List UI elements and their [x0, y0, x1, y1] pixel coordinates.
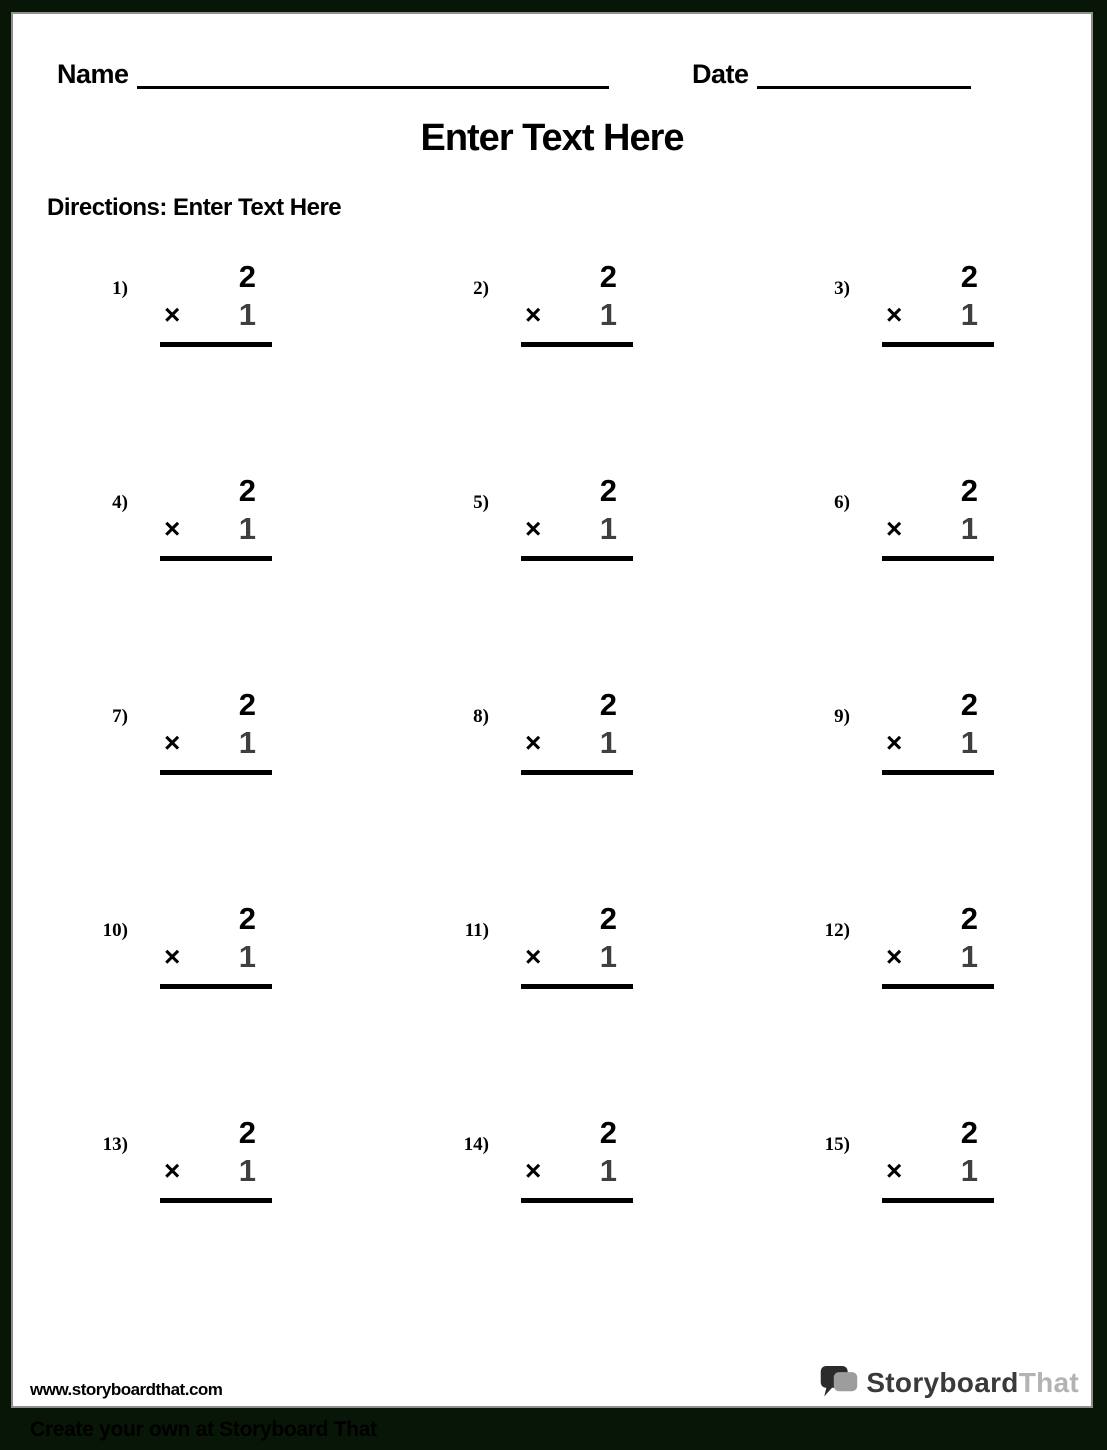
problem-block [160, 686, 272, 775]
multiplier-row [521, 1152, 633, 1190]
multiplier-value: 1 [238, 297, 256, 332]
multiply-icon: × [525, 513, 542, 544]
multiplicand-value: 2 [599, 901, 617, 936]
multiplication-problem [13, 468, 374, 682]
problem-block [160, 472, 272, 561]
multiplier-value: 1 [599, 511, 617, 546]
multiplier-row [160, 938, 272, 976]
brand-wordmark-secondary: That [1018, 1366, 1079, 1398]
problem-block [882, 686, 994, 775]
problem-block [882, 1114, 994, 1203]
multiplication-problem [13, 896, 374, 1110]
multiplicand-value: 2 [238, 259, 256, 294]
multiplication-problem [374, 682, 735, 896]
problem-number: 10) [102, 920, 128, 941]
multiplication-problem [374, 1110, 735, 1324]
multiplier-row [521, 510, 633, 548]
problem-block [882, 258, 994, 347]
multiplicand-value: 2 [960, 901, 978, 936]
name-write-line [137, 65, 609, 89]
problem-grid [13, 254, 1093, 1324]
multiply-icon: × [886, 1155, 903, 1186]
multiplier-row [882, 938, 994, 976]
multiplication-problem [735, 254, 1093, 468]
multiplicand-value: 2 [599, 259, 617, 294]
multiply-icon: × [164, 513, 181, 544]
multiply-icon: × [886, 941, 903, 972]
multiplier-row [160, 1152, 272, 1190]
multiplier-value: 1 [960, 939, 978, 974]
problem-number: 8) [473, 706, 489, 727]
multiplicand-value: 2 [599, 1115, 617, 1150]
problem-block [521, 686, 633, 775]
problem-block [521, 1114, 633, 1203]
multiplication-problem [374, 468, 735, 682]
multiplier-value: 1 [960, 297, 978, 332]
multiply-icon: × [525, 299, 542, 330]
multiplication-problem [735, 896, 1093, 1110]
multiplicand-value: 2 [960, 259, 978, 294]
website-url: www.storyboardthat.com [30, 1380, 223, 1399]
multiplicand-value: 2 [960, 687, 978, 722]
problem-number: 3) [834, 278, 850, 299]
multiplier-value: 1 [599, 1153, 617, 1188]
brand-wordmark-primary: Storyboard [866, 1366, 1019, 1398]
multiplicand-value: 2 [238, 1115, 256, 1150]
directions-text: Directions: Enter Text Here [47, 194, 342, 221]
problem-number: 7) [112, 706, 128, 727]
multiplicand-value: 2 [238, 473, 256, 508]
problem-block [521, 900, 633, 989]
problem-number: 5) [473, 492, 489, 513]
problem-number: 1) [112, 278, 128, 299]
multiplication-problem [374, 896, 735, 1110]
multiplication-problem [13, 682, 374, 896]
multiplier-value: 1 [960, 725, 978, 760]
multiply-icon: × [164, 727, 181, 758]
multiplicand-value: 2 [238, 901, 256, 936]
worksheet-page [11, 12, 1093, 1408]
problem-block [160, 900, 272, 989]
multiplier-row [882, 296, 994, 334]
problem-number: 9) [834, 706, 850, 727]
date-field [692, 58, 971, 90]
problem-number: 14) [463, 1134, 489, 1155]
multiplicand-value: 2 [599, 473, 617, 508]
multiply-icon: × [164, 299, 181, 330]
multiplier-value: 1 [599, 725, 617, 760]
multiply-icon: × [525, 941, 542, 972]
multiply-icon: × [164, 941, 181, 972]
problem-block [521, 258, 633, 347]
problem-block [160, 1114, 272, 1203]
brand-wordmark [866, 1367, 1079, 1399]
multiply-icon: × [525, 1155, 542, 1186]
multiplier-row [521, 296, 633, 334]
multiplier-row [160, 510, 272, 548]
multiplier-row [882, 510, 994, 548]
problem-number: 2) [473, 278, 489, 299]
multiplier-row [160, 724, 272, 762]
multiplier-row [160, 296, 272, 334]
multiplication-problem [735, 1110, 1093, 1324]
speech-bubbles-icon [819, 1364, 859, 1401]
name-field [57, 58, 609, 90]
multiply-icon: × [886, 727, 903, 758]
multiplier-row [882, 1152, 994, 1190]
problem-number: 15) [824, 1134, 850, 1155]
multiplier-value: 1 [960, 511, 978, 546]
multiplication-problem [374, 254, 735, 468]
problem-block [521, 472, 633, 561]
multiply-icon: × [886, 299, 903, 330]
problem-number: 11) [464, 920, 489, 941]
multiplicand-value: 2 [238, 687, 256, 722]
multiplicand-value: 2 [599, 687, 617, 722]
problem-block [160, 258, 272, 347]
problem-number: 4) [112, 492, 128, 513]
date-label: Date [692, 59, 749, 89]
multiply-icon: × [525, 727, 542, 758]
multiplier-value: 1 [599, 939, 617, 974]
multiplicand-value: 2 [960, 473, 978, 508]
worksheet-title: Enter Text Here [420, 117, 684, 159]
problem-number: 13) [102, 1134, 128, 1155]
multiplier-row [521, 938, 633, 976]
storyboardthat-logo [819, 1364, 1079, 1401]
multiplier-row [521, 724, 633, 762]
problem-number: 6) [834, 492, 850, 513]
date-write-line [757, 65, 971, 89]
multiplication-problem [13, 1110, 374, 1324]
problem-block [882, 472, 994, 561]
problem-number: 12) [824, 920, 850, 941]
multiplier-value: 1 [960, 1153, 978, 1188]
problem-block [882, 900, 994, 989]
multiplication-problem [13, 254, 374, 468]
multiplier-value: 1 [599, 297, 617, 332]
bottom-tagline: Create your own at Storyboard That [30, 1418, 377, 1441]
multiplication-problem [735, 682, 1093, 896]
multiplier-row [882, 724, 994, 762]
multiply-icon: × [886, 513, 903, 544]
multiply-icon: × [164, 1155, 181, 1186]
multiplier-value: 1 [238, 1153, 256, 1188]
multiplicand-value: 2 [960, 1115, 978, 1150]
name-label: Name [57, 59, 129, 89]
multiplication-problem [735, 468, 1093, 682]
multiplier-value: 1 [238, 939, 256, 974]
multiplier-value: 1 [238, 725, 256, 760]
multiplier-value: 1 [238, 511, 256, 546]
